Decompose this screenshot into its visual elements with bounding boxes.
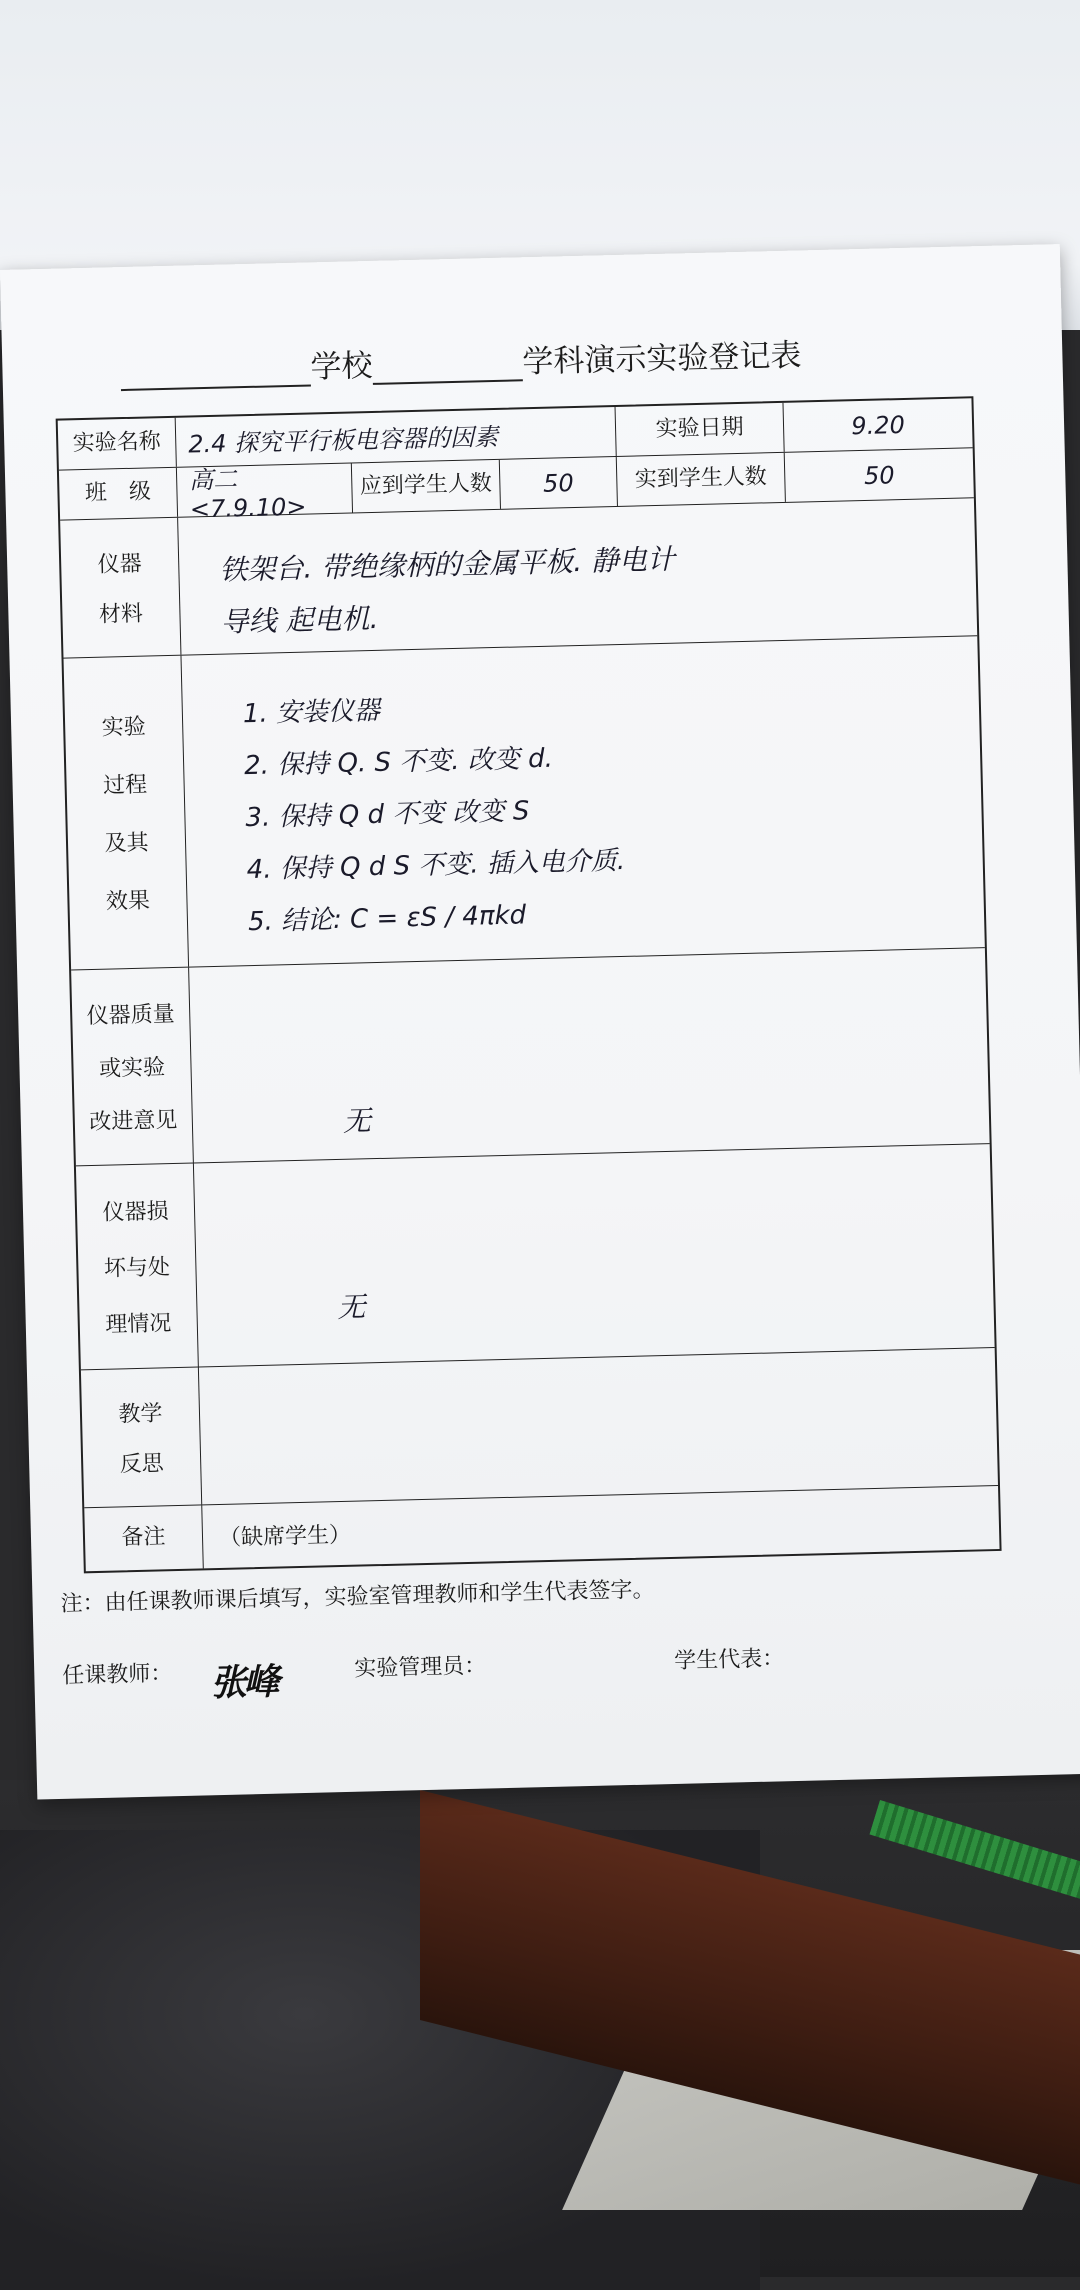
- value-reflection: [199, 1348, 998, 1504]
- label-reflection-line2: 反思: [119, 1451, 165, 1478]
- label-expected-students: 应到学生人数: [352, 460, 501, 513]
- form-note: 注：由任课教师课后填写，实验室管理教师和学生代表签字。: [60, 1577, 655, 1617]
- label-process-line2: 过程: [102, 772, 148, 799]
- label-damage-line3: 理情况: [104, 1310, 172, 1338]
- label-class: 班 级: [59, 468, 178, 520]
- materials-line-1: 铁架台. 带绝缘柄的金属平板. 静电计: [218, 542, 676, 587]
- student-rep-label: 学生代表：: [673, 1646, 785, 1674]
- row-materials: [60, 498, 977, 658]
- value-materials: [178, 498, 977, 654]
- value-damage: 无: [337, 1290, 366, 1325]
- label-experiment-date: 实验日期: [616, 403, 785, 456]
- school-blank: [120, 348, 311, 391]
- value-expected-students: 50: [500, 457, 618, 509]
- label-materials-line2: 材料: [98, 601, 144, 628]
- label-materials-line1: 仪器: [97, 551, 143, 578]
- title-school-suffix: 学校: [310, 347, 373, 386]
- value-process: [181, 636, 984, 966]
- label-process: [64, 656, 190, 970]
- form-title: [120, 316, 1001, 391]
- materials-line-2: 导线 起电机.: [220, 601, 379, 639]
- form-table: [56, 396, 1002, 1573]
- row-process: [64, 636, 985, 970]
- title-subject-suffix: 学科演示实验登记表: [521, 337, 802, 381]
- label-quality: [71, 968, 194, 1166]
- value-class: 高二<7.9.10>: [177, 463, 353, 516]
- label-quality-line3: 改进意见: [89, 1107, 178, 1136]
- teacher-signature: 张峰: [210, 1660, 278, 1705]
- subject-blank: [372, 343, 523, 385]
- label-quality-line2: 或实验: [98, 1055, 166, 1082]
- label-experiment-name: 实验名称: [58, 418, 177, 470]
- label-reflection: [81, 1367, 202, 1507]
- label-damage-line1: 仪器损: [102, 1199, 169, 1227]
- lab-manager-label: 实验管理员：: [353, 1653, 487, 1682]
- row-reflection: [81, 1348, 998, 1508]
- label-quality-line1: 仪器质量: [86, 1001, 176, 1030]
- process-step: 3. 保持 Q d 不变 改变 S: [245, 796, 530, 834]
- registration-form-sheet: [0, 244, 1080, 1799]
- teacher-label: 任课教师：: [62, 1661, 173, 1689]
- process-step: 1. 安装仪器: [242, 695, 381, 730]
- value-actual-students: 50: [863, 460, 895, 490]
- label-damage-line2: 坏与处: [103, 1255, 171, 1282]
- process-step: 5. 结论: C = εS / 4πkd: [247, 900, 527, 938]
- value-remarks: （缺席学生）: [218, 1522, 352, 1552]
- process-step: 2. 保持 Q. S 不变. 改变 d.: [243, 743, 554, 782]
- value-experiment-name: 2.4 探究平行板电容器的因素: [176, 407, 617, 467]
- value-experiment-date: 9.20: [850, 410, 906, 440]
- label-process-line1: 实验: [101, 714, 147, 742]
- value-quality: 无: [342, 1104, 372, 1138]
- label-actual-students: 实到学生人数: [617, 453, 786, 506]
- signature-row: [62, 1637, 962, 1705]
- label-remarks: 备注: [84, 1505, 204, 1571]
- label-materials: [60, 518, 181, 658]
- label-process-line4: 效果: [105, 888, 151, 915]
- label-process-line3: 及其: [104, 830, 149, 857]
- process-step: 4. 保持 Q d S 不变. 插入电介质.: [246, 845, 626, 886]
- row-damage: [76, 1144, 995, 1370]
- label-reflection-line1: 教学: [118, 1401, 163, 1428]
- row-quality: [71, 948, 990, 1166]
- label-damage: [76, 1164, 199, 1370]
